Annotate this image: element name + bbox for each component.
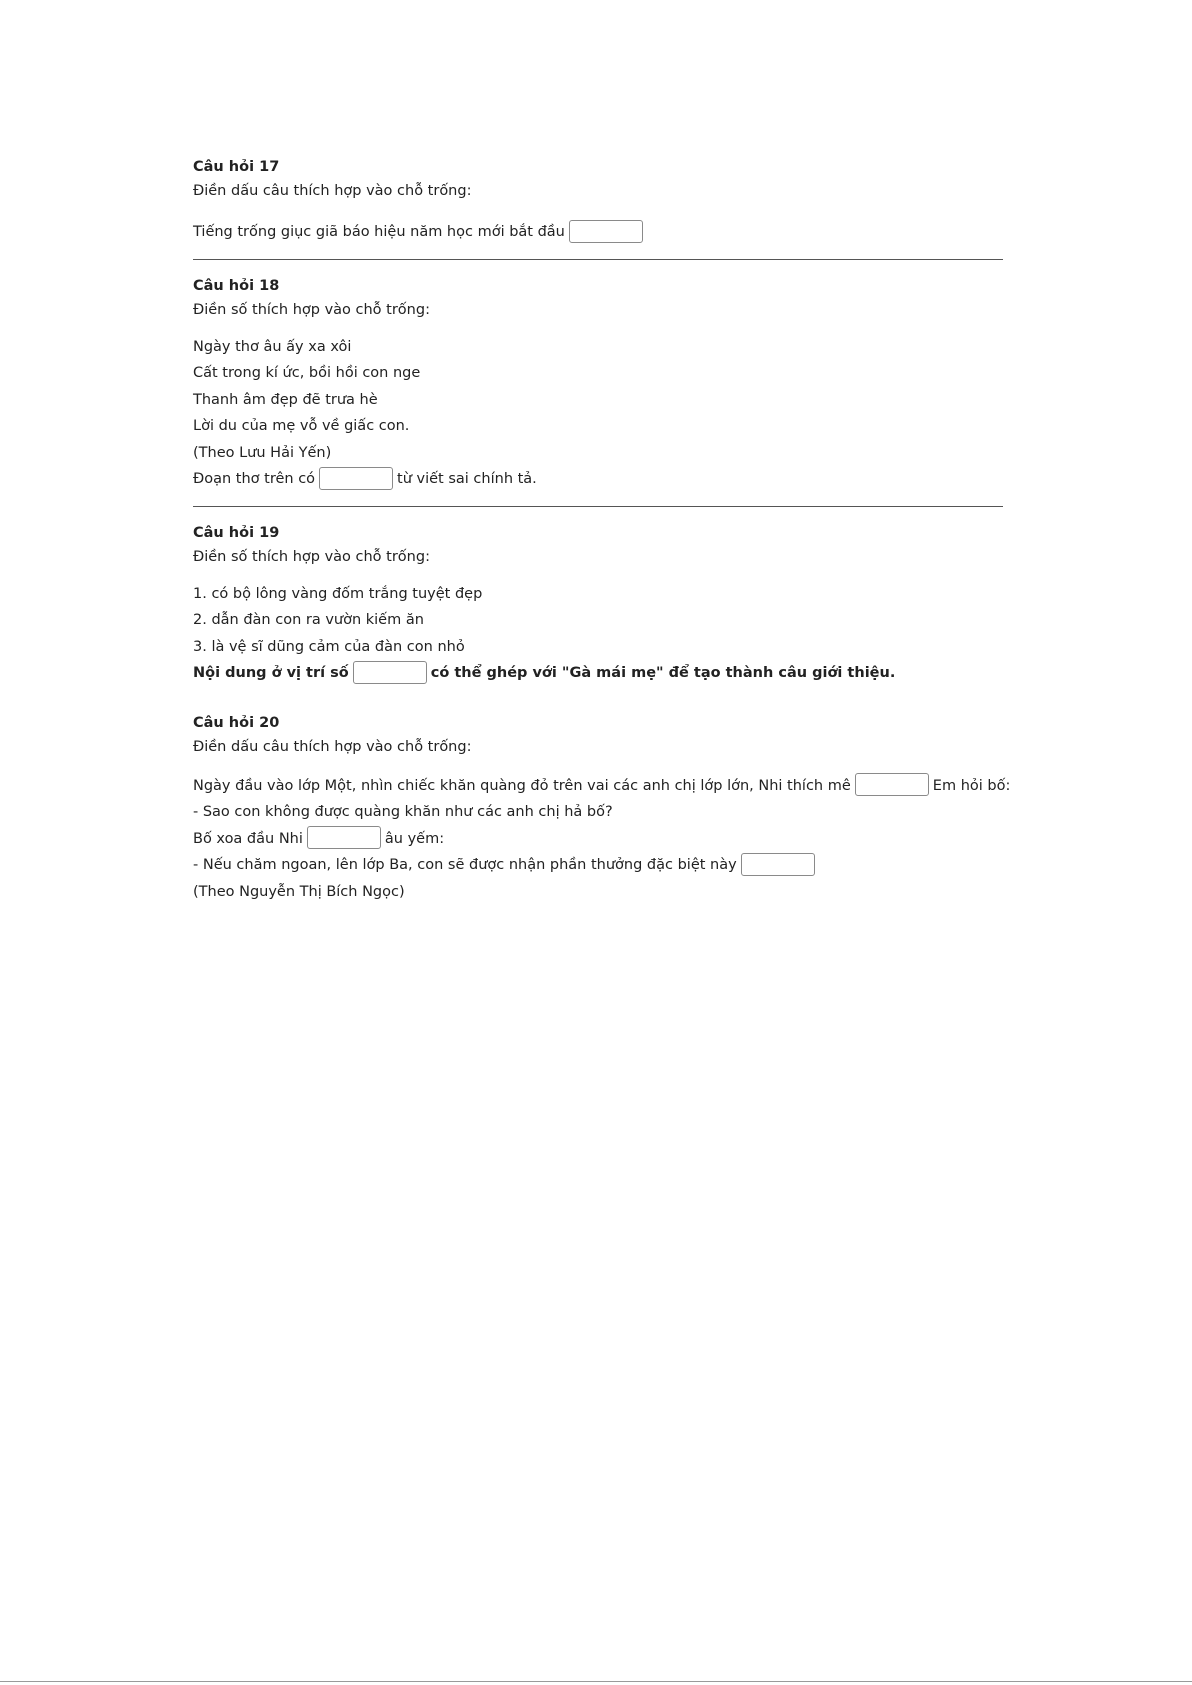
question-19 [193,521,1003,687]
passage-text: Em hỏi bố: [932,777,1011,794]
sentence-text: Tiếng trống giục giã báo hiệu năm học mới bắt đầu [193,224,565,240]
question-instruction: Điền dấu câu thích hợp vào chỗ trống: [193,183,472,199]
poem-line: Cất trong kí ức, bồi hồi con nge [193,365,421,381]
list-item: 3. là vệ sĩ dũng cảm của đàn con nhỏ [193,638,465,655]
answer-input-18[interactable] [319,467,393,490]
question-prompt [193,660,1003,687]
question-instruction: Điền dấu câu thích hợp vào chỗ trống: [193,738,472,755]
question-instruction: Điền số thích hợp vào chỗ trống: [193,301,430,318]
passage-line [193,826,1003,853]
prompt-text-before: Đoạn thơ trên có [193,471,316,487]
answer-input-20a[interactable] [855,773,929,796]
question-instruction: Điền số thích hợp vào chỗ trống: [193,548,430,565]
question-sentence [193,219,1003,246]
question-20 [193,711,1011,906]
question-title: Câu hỏi 18 [193,277,280,294]
passage-text: - Nếu chăm ngoan, lên lớp Ba, con sẽ được nhận phần thưởng đặc biệt này [193,857,737,873]
question-title: Câu hỏi 17 [193,159,280,175]
page-bottom-rule [0,1681,1192,1682]
question-18 [193,274,1003,493]
answer-input-17[interactable] [569,220,643,243]
poem-line: Ngày thơ âu ấy xa xôi [193,338,352,355]
divider [193,259,1003,260]
passage-text: Ngày đầu vào lớp Một, nhìn chiếc khăn quàng đỏ trên vai các anh chị lớp lớn, Nhi thích mê [193,777,851,794]
passage-line [193,773,1011,800]
divider [193,506,1003,507]
question-title: Câu hỏi 20 [193,714,280,731]
question-prompt [193,466,1003,493]
poem-source: (Theo Lưu Hải Yến) [193,444,332,461]
list-item: 2. dẫn đàn con ra vườn kiếm ăn [193,612,424,628]
passage-line [193,852,1003,879]
passage-text: âu yếm: [384,830,445,847]
poem-line: Thanh âm đẹp đẽ trưa hè [193,391,378,408]
passage-source: (Theo Nguyễn Thị Bích Ngọc) [193,883,405,900]
passage-line: - Sao con không được quàng khăn như các anh chị hả bố? [193,804,613,820]
list-item: 1. có bộ lông vàng đốm trắng tuyệt đẹp [193,585,483,602]
question-17 [193,155,1003,246]
answer-input-20c[interactable] [741,853,815,876]
prompt-text-after: từ viết sai chính tả. [397,471,537,487]
passage-text: Bố xoa đầu Nhi [193,830,303,847]
poem-line: Lời du của mẹ vỗ về giấc con. [193,418,410,434]
worksheet-page [193,155,1011,905]
prompt-text-before: Nội dung ở vị trí số [193,665,349,681]
answer-input-19[interactable] [353,661,427,684]
question-title: Câu hỏi 19 [193,524,280,541]
prompt-text-after: có thể ghép với "Gà mái mẹ" để tạo thành câu giới thiệu. [430,665,896,681]
answer-input-20b[interactable] [307,826,381,849]
